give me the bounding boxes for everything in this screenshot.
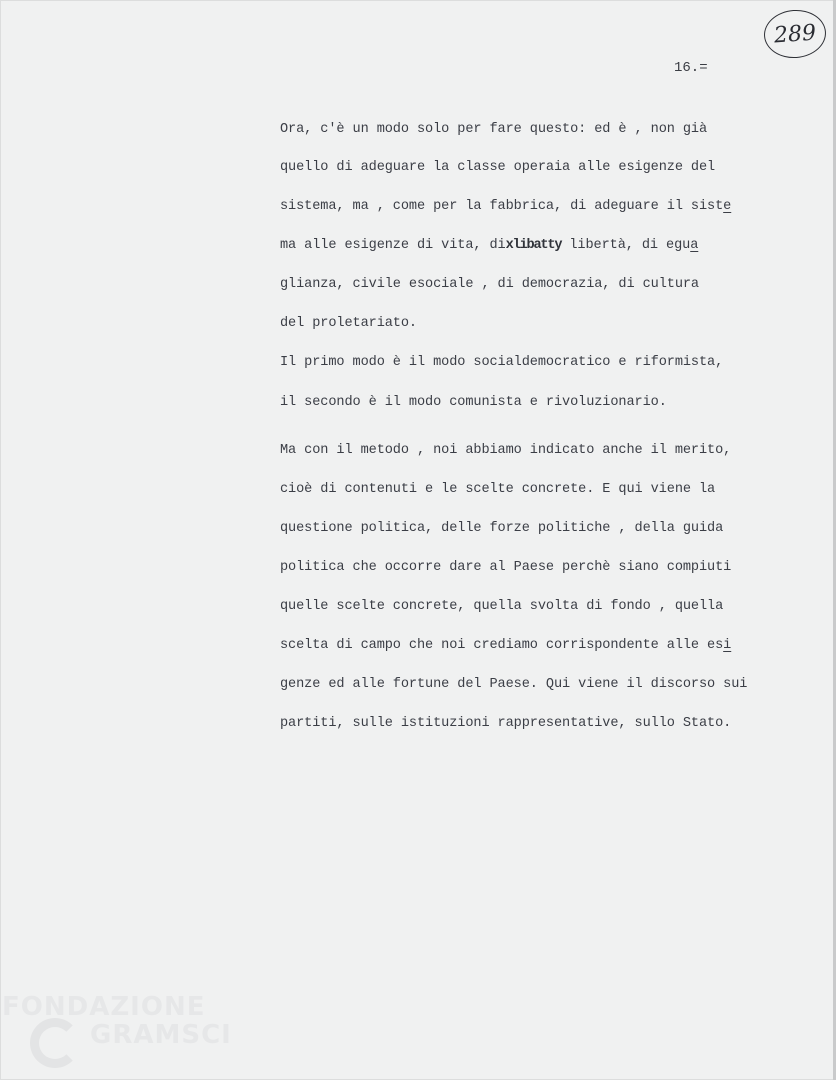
text-line-14-main: scelta di campo che noi crediamo corrispondente alle es xyxy=(280,638,724,653)
text-line-14-underlined: i xyxy=(723,638,732,653)
text-line-14 xyxy=(280,638,731,653)
folio-stamp xyxy=(762,8,827,60)
text-line-7: Il primo modo è il modo socialdemocratico e riformista, xyxy=(280,355,724,370)
folio-stamp-number: 289 xyxy=(773,20,817,48)
text-line-10: cioè di contenuti e le scelte concrete. E qui viene la xyxy=(280,482,716,497)
struck-out-word: xlibatty xyxy=(505,238,562,253)
text-line-8: il secondo è il modo comunista e rivoluzionario. xyxy=(280,395,667,410)
watermark-logo xyxy=(0,992,232,1076)
watermark-line-2: GRAMSCI xyxy=(90,1020,232,1050)
text-line-4-end: libertà, di egu xyxy=(561,238,691,253)
text-line-15: genze ed alle fortune del Paese. Qui viene il discorso sui xyxy=(280,677,748,692)
text-line-4-start: ma alle esigenze di vita, di xyxy=(280,238,506,253)
text-line-2: quello di adeguare la classe operaia alle esigenze del xyxy=(280,160,716,175)
text-line-3 xyxy=(280,199,731,214)
text-line-1: Ora, c'è un modo solo per fare questo: ed è , non già xyxy=(280,122,708,137)
page-number: 16.= xyxy=(674,60,708,76)
text-line-3-main: sistema, ma , come per la fabbrica, di adeguare il sist xyxy=(280,199,724,214)
watermark-line-1: FONDAZIONE xyxy=(2,992,206,1022)
text-line-6: del proletariato. xyxy=(280,316,417,331)
text-line-5: glianza, civile esociale , di democrazia, di cultura xyxy=(280,277,699,292)
text-line-9: Ma con il metodo , noi abbiamo indicato anche il merito, xyxy=(280,443,732,458)
text-line-13: quelle scelte concrete, quella svolta di fondo , quella xyxy=(280,599,724,614)
watermark-g-icon xyxy=(30,1018,80,1068)
text-line-4 xyxy=(280,238,698,253)
text-line-11: questione politica, delle forze politiche , della guida xyxy=(280,521,724,536)
text-line-4-underlined: a xyxy=(690,238,699,253)
text-line-16: partiti, sulle istituzioni rappresentative, sullo Stato. xyxy=(280,716,732,731)
text-line-3-underlined: e xyxy=(723,199,732,214)
text-line-12: politica che occorre dare al Paese perchè siano compiuti xyxy=(280,560,732,575)
